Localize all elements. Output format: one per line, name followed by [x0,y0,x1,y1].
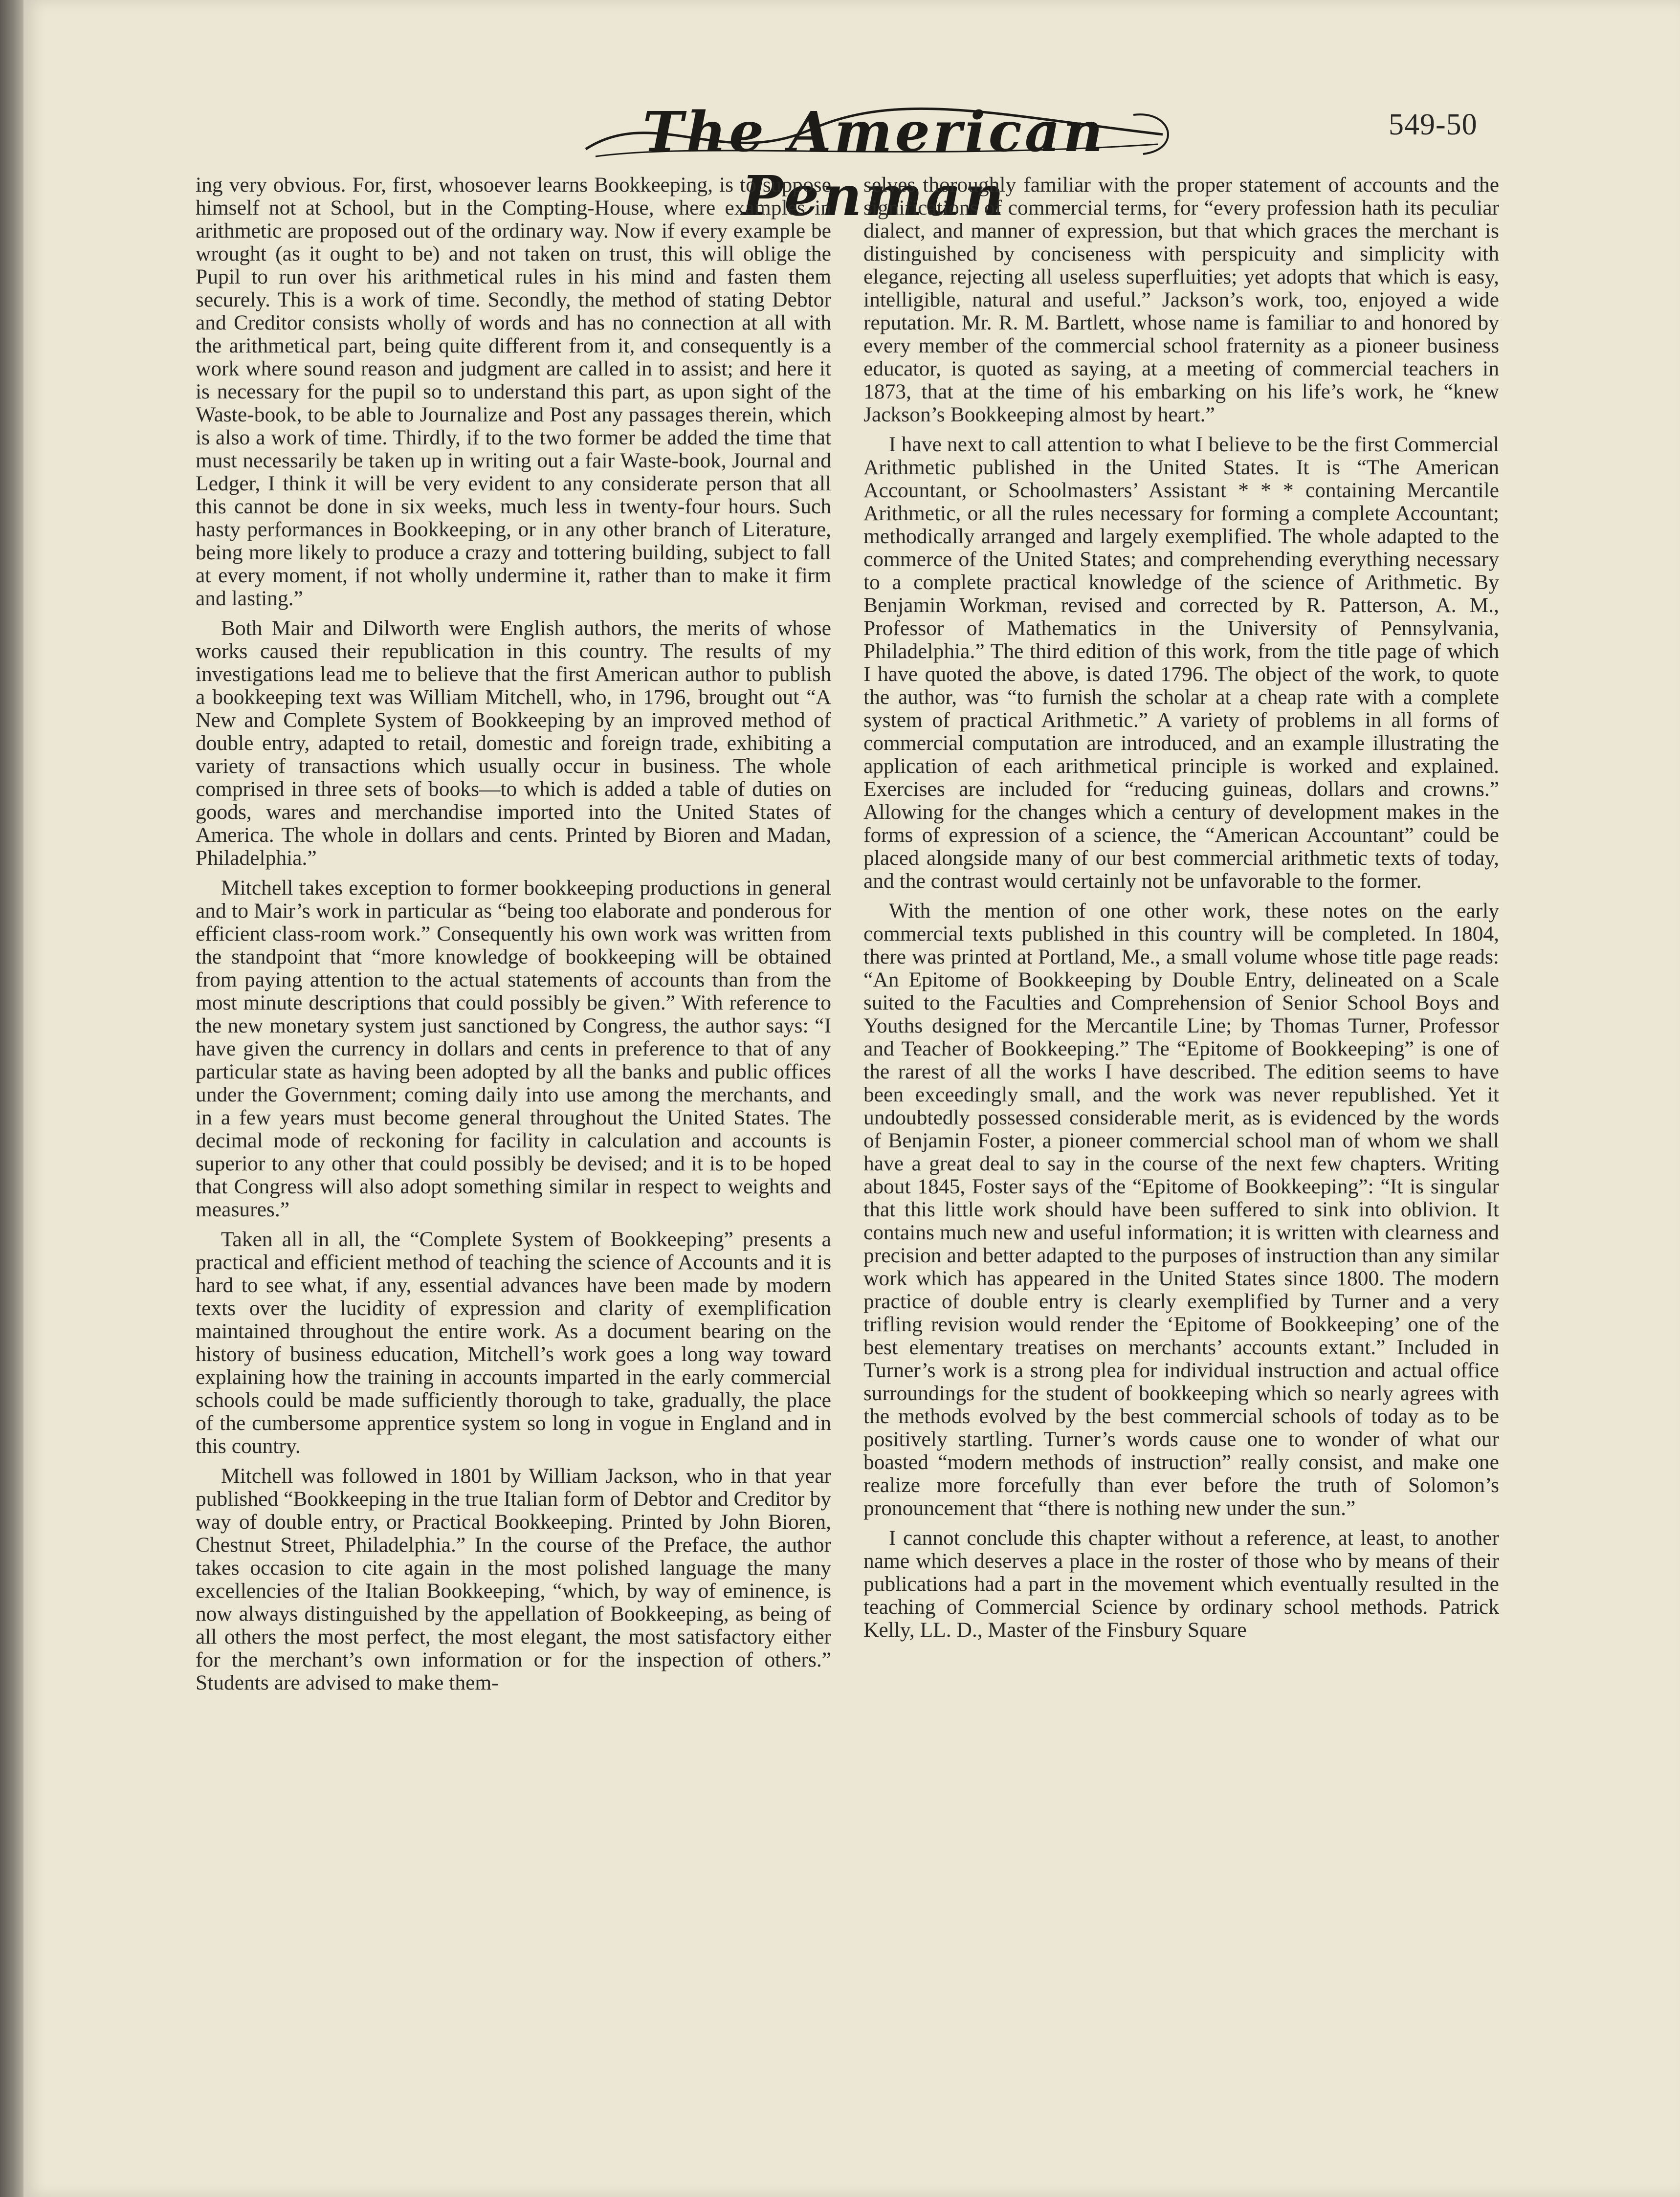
right-column [863,174,1499,2070]
paragraph: I cannot conclude this chapter without a reference, at least, to another name which deserves a place in the roster of those who by means of their publications had a part in the movement which eventually resulted in the teaching of Commercial Science by ordinary school methods. Patrick Kelly, LL. D., Master of the Finsbury Square [863,1526,1499,1642]
paragraph: Both Mair and Dilworth were English authors, the merits of whose works caused their republication in this country. The results of my investigations lead me to believe that the first American author to publish a bookkeeping text was William Mitchell, who, in 1796, brought out “A New and Complete System of Bookkeeping by an improved method of double entry, adapted to retail, domestic and foreign trade, exhibiting a variety of transactions which usually occur in business. The whole comprised in three sets of books—to which is added a table of duties on goods, wares and merchandise imported into the United States of America. The whole in dollars and cents. Printed by Bioren and Madan, Philadelphia.” [196,616,831,870]
paragraph: Mitchell was followed in 1801 by William Jackson, who in that year published “Bookkeeping in the true Italian form of Debtor and Creditor by way of double entry, or Practical Bookkeeping. Printed by John Bioren, Chestnut Street, Philadelphia.” In the course of the Preface, the author takes occasion to cite again in the most polished language the many excellencies of the Italian Bookkeeping, “which, by way of eminence, is now always distinguished by the appellation of Bookkeeping, as being of all others the most perfect, the most elegant, the most satisfactory either for the merchant’s own information or for the inspection of others.” Students are advised to make them- [196,1464,831,1694]
book-binding-edge [0,0,23,2197]
paragraph: ing very obvious. For, first, whosoever learns Bookkeeping, is to suppose himself not at School, but in the Compting-House, where examples in arithmetic are proposed out of the ordinary way. Now if every example be wrought (as it ought to be) and not taken on trust, this will oblige the Pupil to run over his arithmetical rules in his mind and fasten them securely. This is a work of time. Secondly, the method of stating Debtor and Creditor consists wholly of words and has no connection at all with the arithmetical part, being quite different from it, and consequently is a work where sound reason and judgment are called in to assist; and here it is necessary for the pupil so to understand this part, as upon sight of the Waste-book, to be able to Journalize and Post any passages therein, which is also a work of time. Thirdly, if to the two former be added the time that must necessarily be taken up in writing out a fair Waste-book, Journal and Ledger, I think it will be very evident to any considerate person that all this cannot be done in six weeks, much less in twenty-four hours. Such hasty performances in Bookkeeping, or in any other branch of Literature, being more likely to produce a crazy and tottering building, subject to fall at every moment, if not wholly undermine it, rather than to make it firm and lasting.” [196,174,831,610]
paragraph: selves thoroughly familiar with the proper statement of accounts and the significations of commercial terms, for “every profession hath its peculiar dialect, and manner of expression, but that which graces the merchant is distinguished by conciseness with perspicuity and simplicity with elegance, rejecting all useless superfluities; yet adopts that which is easy, intelligible, natural and useful.” Jackson’s work, too, enjoyed a wide reputation. Mr. R. M. Bartlett, whose name is familiar to and honored by every member of the commercial school fraternity as a pioneer business educator, is quoted as saying, at a meeting of commercial teachers in 1873, that at the time of his embarking on his life’s work, he “knew Jackson’s Bookkeeping almost by heart.” [863,174,1499,426]
masthead [556,95,1192,228]
paragraph: Taken all in all, the “Complete System of Bookkeeping” presents a practical and efficient method of teaching the science of Accounts and it is hard to see what, if any, essential advances have been made by modern texts over the lucidity of expression and clarity of exemplification maintained throughout the entire work. As a document bearing on the history of business education, Mitchell’s work goes a long way toward explaining how the training in accounts imparted in the early commercial schools could be made sufficiently thorough to take, gradually, the place of the cumbersome apprentice system so long in vogue in England and in this country. [196,1228,831,1458]
left-column [196,174,831,2070]
masthead-title: The American Penman [642,100,1106,228]
page [23,0,1680,2197]
paragraph: Mitchell takes exception to former bookkeeping productions in general and to Mair’s work in particular as “being too elaborate and ponderous for efficient class-room work.” Consequently his own work was written from the standpoint that “more knowledge of bookkeeping will be obtained from paying attention to the actual statements of accounts than from the most minute descriptions that could possibly be given.” With reference to the new monetary system just sanctioned by Congress, the author says: “I have given the currency in dollars and cents in preference to that of any particular state as having been adopted by all the banks and public offices under the Government; coming daily into use among the merchants, and in a few years must become general throughout the United States. The decimal mode of reckoning for facility in calculation and accounts is superior to any other that could possibly be devised; and it is to be hoped that Congress will also adopt something similar in respect to weights and measures.” [196,876,831,1221]
page-number: 549-50 [1389,108,1478,141]
paragraph: I have next to call attention to what I believe to be the first Commercial Arithmetic published in the United States. It is “The American Accountant, or Schoolmasters’ Assistant * * * containing Mercantile Arithmetic, or all the rules necessary for forming a complete Accountant; methodically arranged and largely exemplified. The whole adapted to the commerce of the United States; and comprehending everything necessary to a complete practical knowledge of the science of Arithmetic. By Benjamin Workman, revised and corrected by R. Patterson, A. M., Professor of Mathematics in the University of Pennsylvania, Philadelphia.” The third edition of this work, from the title page of which I have quoted the above, is dated 1796. The object of the work, to quote the author, was “to furnish the scholar at a cheap rate with a complete system of practical Arithmetic.” A variety of problems in all forms of commercial computation are introduced, and an example illustrating the application of each arithmetical principle is worked and explained. Exercises are included for “reducing guineas, dollars and crowns.” Allowing for the changes which a century of development makes in the forms of expression of a science, the “American Accountant” could be placed alongside many of our best commercial arithmetic texts of today, and the contrast would certainly not be unfavorable to the former. [863,433,1499,893]
paragraph: With the mention of one other work, these notes on the early commercial texts published in this country will be completed. In 1804, there was printed at Portland, Me., a small volume whose title page reads: “An Epitome of Bookkeeping by Double Entry, delineated on a Scale suited to the Faculties and Comprehension of Senior School Boys and Youths designed for the Mercantile Line; by Thomas Turner, Professor and Teacher of Bookkeeping.” The “Epitome of Bookkeeping” is one of the rarest of all the works I have described. The edition seems to have been exceedingly small, and the work was never republished. Yet it undoubtedly possessed considerable merit, as is evidenced by the words of Benjamin Foster, a pioneer commercial school man of whom we shall have a great deal to say in the course of the next few chapters. Writing about 1845, Foster says of the “Epitome of Bookkeeping”: “It is singular that this little work should have been suffered to sink into oblivion. It contains much new and useful information; it is written with clearness and precision and better adapted to the purposes of instruction than any similar work which has appeared in the United States since 1800. The modern practice of double entry is clearly exemplified by Turner and a very trifling revision would render the ‘Epitome of Bookkeeping’ one of the best elementary treatises on merchants’ accounts extant.” Included in Turner’s work is a strong plea for individual instruction and actual office surroundings for the student of bookkeeping which so nearly agrees with the methods evolved by the best commercial schools of today as to be positively startling. Turner’s words cause one to wonder of what our boasted “modern methods of instruction” really consist, and make one realize more forcefully than ever before the truth of Solomon’s pronouncement that “there is nothing new under the sun.” [863,899,1499,1520]
